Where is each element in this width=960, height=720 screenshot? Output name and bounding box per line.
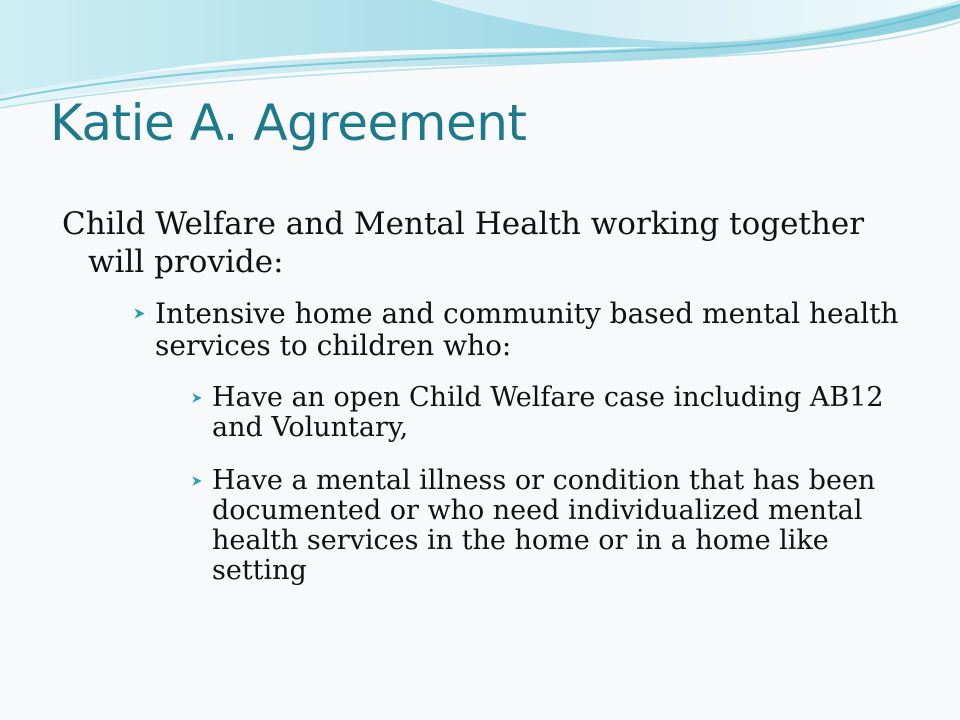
bullet-item-services: [155, 298, 915, 362]
bullet-text: Intensive home and community based mental health services to children who:: [155, 297, 899, 362]
sub-bullet-text: Have an open Child Welfare case including AB12 and Voluntary,: [212, 382, 884, 443]
sub-bullet-item-illness: [212, 466, 932, 586]
intro-text: Child Welfare and Mental Health working together will provide:: [62, 206, 865, 280]
sub-bullet-text: Have a mental illness or condition that has been documented or who need individualized mental health services in the home or in a home like setting: [212, 465, 876, 586]
arrow-bullet-icon: [133, 307, 146, 320]
arrow-bullet-icon: [191, 392, 203, 404]
arrow-bullet-icon: [191, 475, 203, 487]
sub-bullet-item-case: [212, 383, 932, 443]
slide-title: Katie A. Agreement: [50, 94, 527, 152]
